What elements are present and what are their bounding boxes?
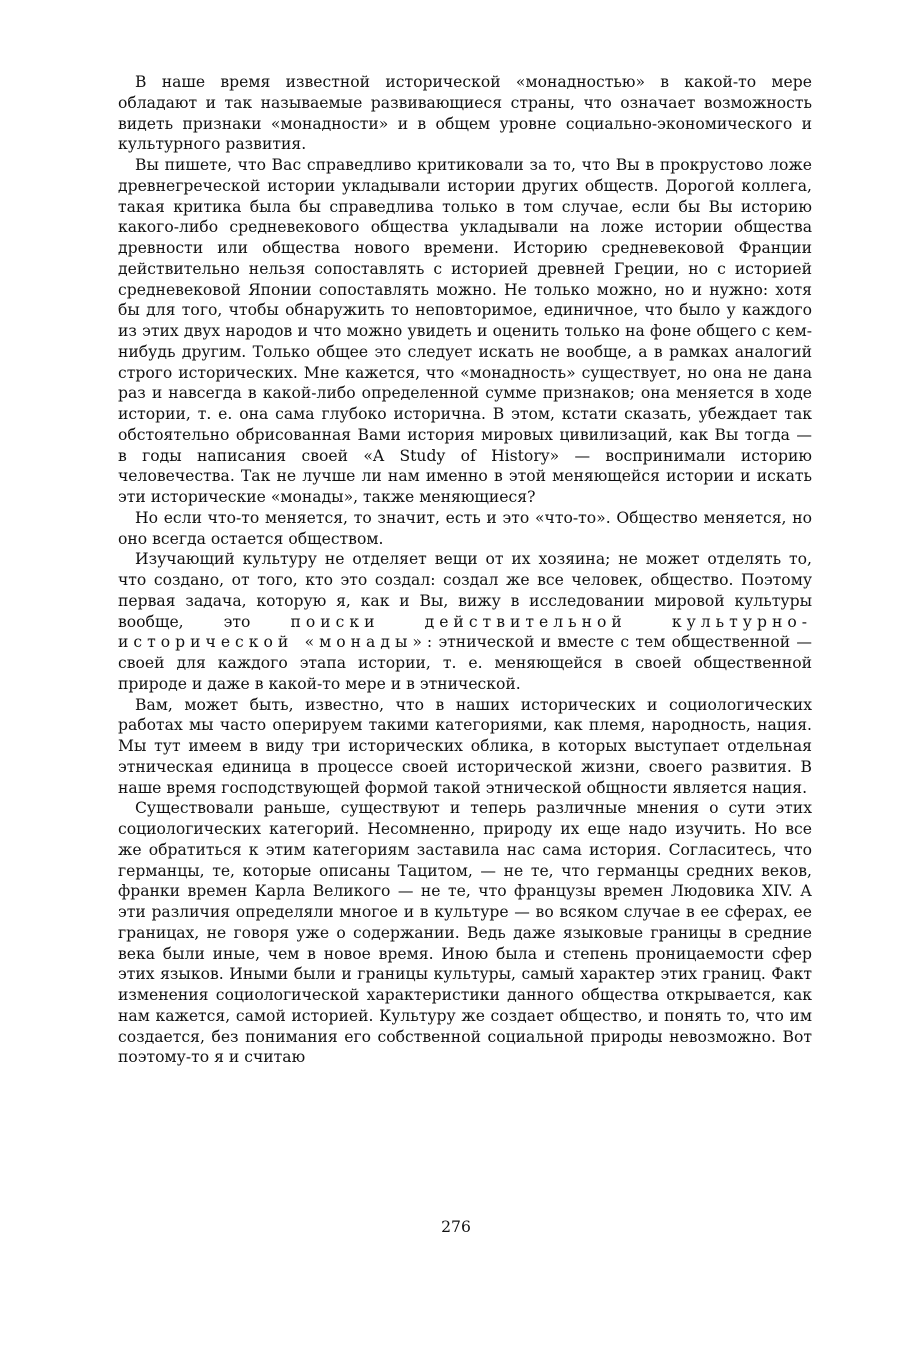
page-number: 276 — [441, 1218, 471, 1236]
paragraph-6: Существовали раньше, существуют и теперь различные мнения о сути этих социологических категорий. Несомненно, природу их еще надо изучить. Но все же обратиться к этим категориям заставила нас сама история. Согласитесь, что германцы, те, которые описаны Тацитом, — не те, что германцы средних веков, франки времен Карла Великого — не те, что французы времен Людовика XIV. А эти различия определяли многое и в культуре — во всяком случае в ее сферах, ее границах, не говоря уже о содержании. Ведь даже языковые границы в средние века были иные, чем в новое время. Иною была и степень проницаемости сфер этих языков. Иными были и границы культуры, самый характер этих границ. Факт изменения социологической характеристики данного общества открывается, как нам кажется, самой историей. Культуру же создает общество, и понять то, что им создается, без понимания его собственной социальной природы невозможно. Вот поэтому-то я и считаю — [118, 799, 812, 1067]
page-body — [118, 72, 812, 1068]
paragraph-2: Вы пишете, что Вас справедливо критиковали за то, что Вы в прокрустово ложе древнегреческой истории укладывали истории других обществ. Дорогой коллега, такая критика была бы справедлива только в том случае, если бы Вы историю какого-либо средневекового общества укладывали на ложе истории общества древности или общества нового времени. Историю средневековой Франции действительно нельзя сопоставлять с историей древней Греции, но с историей средневековой Японии сопоставлять можно. Не только можно, но и нужно: хотя бы для того, чтобы обнаружить то неповторимое, единичное, что было у каждого из этих двух народов и что можно увидеть и оценить только на фоне общего с кем-нибудь другим. Только общее это следует искать не вообще, а в рамках аналогий строго исторических. Мне кажется, что «монадность» существует, но она не дана раз и навсегда в какой-либо определенной сумме признаков; она меняется в ходе истории, т. е. она сама глубоко исторична. В этом, кстати сказать, убеждает так обстоятельно обрисованная Вами история мировых цивилизаций, как Вы тогда — в годы написания своей «A Study of History» — воспринимали историю человечества. Так не лучше ли нам именно в этой меняющейся истории и искать эти исторические «монады», также меняющиеся? — [118, 156, 812, 506]
paragraph-4 — [118, 549, 812, 694]
paragraph-4-start: Изучающий культуру не отделяет вещи от их хозяина; не может отделять то, что создано, от того, кто это создал: создал же все человек, общество. Поэтому первая задача, которую я, как и Вы, вижу в исследовании мировой культуры вообще, это — [118, 550, 812, 631]
paragraph-3: Но если что-то меняется, то значит, есть и это «что-то». Общество меняется, но оно всегда остается обществом. — [118, 508, 812, 548]
paragraph-4-end: : этнической и вместе с тем общественной — своей для каждого этапа истории, т. е. меняющейся в своей общественной природе и даже в какой-то мере и в этнической. — [118, 633, 812, 693]
paragraph-5: Вам, может быть, известно, что в наших исторических и социологических работах мы часто оперируем такими категориями, как племя, народность, нация. Мы тут имеем в виду три исторических облика, в которых выступает отдельная этническая единица в процессе своей исторической жизни, своего развития. В наше время господствующей формой такой этнической общности является нация. — [118, 695, 812, 797]
paragraph-4-emphasis: поиски действительной культурно-исторической «монады» — [118, 612, 812, 652]
paragraph-1: В наше время известной исторической «монадностью» в какой-то мере обладают и так называемые развивающиеся страны, что означает возможность видеть признаки «монадности» и в общем уровне социально-экономического и культурного развития. — [118, 73, 812, 154]
